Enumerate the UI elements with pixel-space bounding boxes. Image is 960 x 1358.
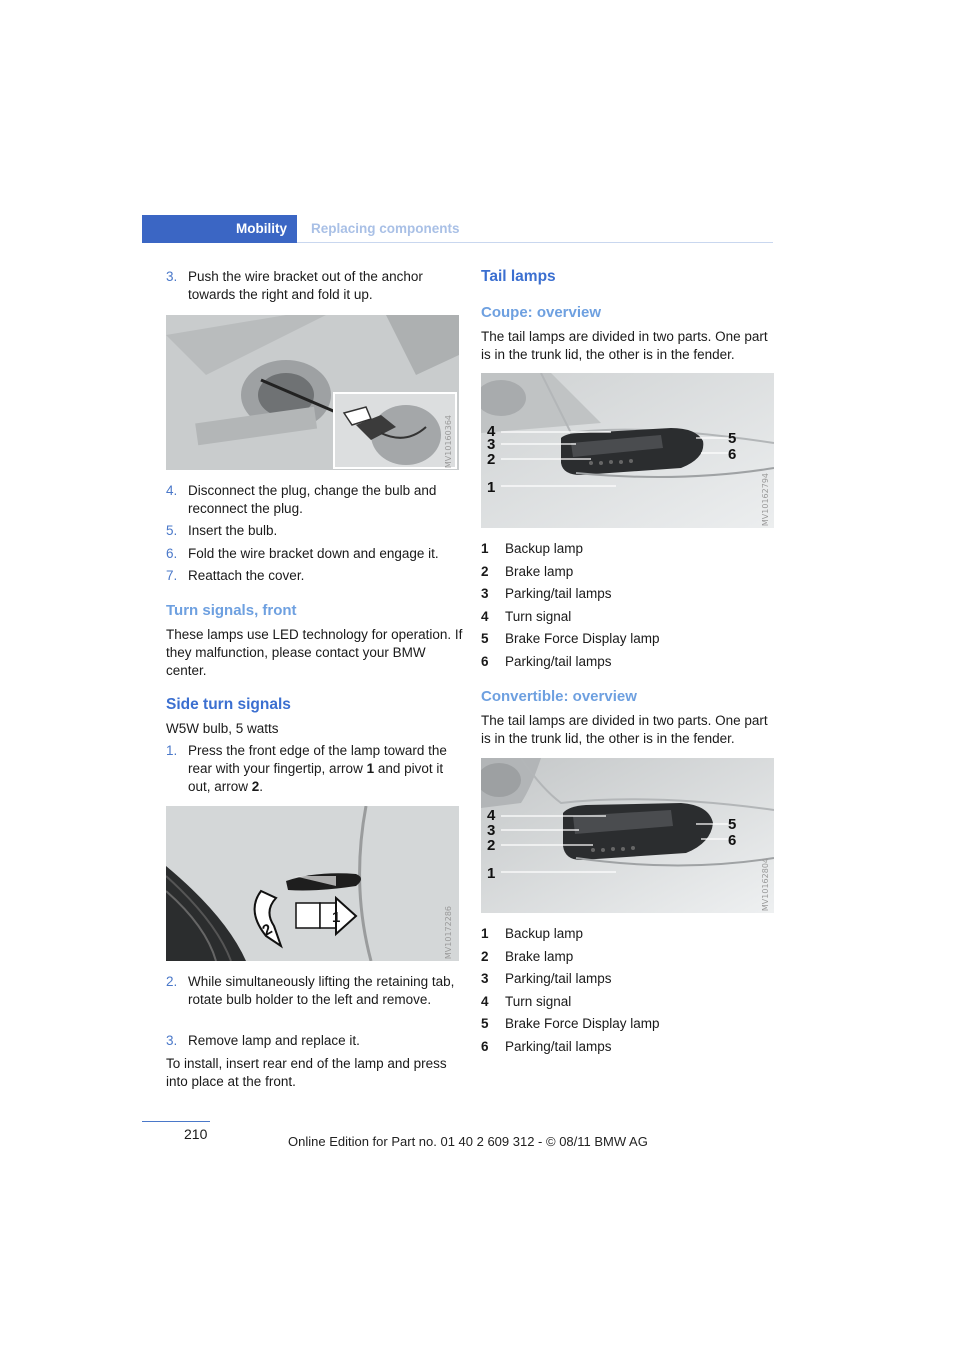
bracket-photo [166, 315, 459, 470]
heading-tail-lamps: Tail lamps [481, 268, 556, 285]
turn-signals-front-body: These lamps use LED technology for operation. If they malfunction, please contact your BMW center. [166, 627, 463, 678]
coupe-legend-6: 6 Parking/tail lamps [481, 654, 612, 669]
convertible-body: The tail lamps are divided in two parts. One part is in the trunk lid, the other is in the fender. [481, 713, 768, 746]
conv-legend-2: 2 Brake lamp [481, 949, 574, 964]
image-code: MV10160364 [444, 415, 453, 469]
coupe-legend-3: 3 Parking/tail lamps [481, 586, 612, 601]
chapter-tab: Mobility [142, 215, 297, 243]
conv-callout-4: 4 [487, 807, 496, 824]
image-code: MV10162804 [761, 858, 770, 912]
header-rule [297, 242, 773, 243]
conv-legend-6: 6 Parking/tail lamps [481, 1039, 612, 1054]
side-callout-1: 1 [332, 909, 341, 926]
coupe-callout-6: 6 [728, 446, 737, 463]
convertible-tail-lamp-photo [481, 758, 774, 913]
coupe-legend-5: 5 Brake Force Display lamp [481, 631, 660, 646]
step-7: 7. Reattach the cover. [166, 568, 305, 583]
conv-callout-5: 5 [728, 816, 737, 833]
coupe-legend-2: 2 Brake lamp [481, 564, 574, 579]
page-number: 210 [184, 1126, 208, 1142]
side-step-1: 1. Press the front edge of the lamp toward the rear with your fingertip, arrow 1 and pivot it out, arrow 2. [166, 743, 447, 794]
conv-legend-4: 4 Turn signal [481, 994, 572, 1009]
page-number-rule [142, 1121, 210, 1122]
side-signal-illustration [166, 806, 459, 961]
step-5: 5. Insert the bulb. [166, 523, 278, 538]
side-callout-2: 2 [259, 920, 276, 940]
conv-legend-5: 5 Brake Force Display lamp [481, 1016, 660, 1031]
conv-legend-1: 1 Backup lamp [481, 926, 584, 941]
coupe-tail-lamp-photo [481, 373, 774, 528]
coupe-callout-4: 4 [487, 423, 496, 440]
coupe-callout-2: 2 [487, 451, 496, 468]
coupe-callout-1: 1 [487, 479, 496, 496]
coupe-callout-3: 3 [487, 436, 496, 453]
coupe-legend-1: 1 Backup lamp [481, 541, 584, 556]
bracket-illustration [166, 315, 459, 470]
side-signal-photo [166, 806, 459, 961]
side-step-3: 3. Remove lamp and replace it. [166, 1033, 360, 1048]
heading-side-turn-signals: Side turn signals [166, 696, 291, 713]
image-code: MV10172286 [444, 906, 453, 960]
step-4: 4. Disconnect the plug, change the bulb and reconnect the plug. [166, 483, 437, 516]
heading-turn-signals-front: Turn signals, front [166, 602, 297, 619]
coupe-illustration [481, 373, 774, 528]
coupe-body: The tail lamps are divided in two parts. One part is in the trunk lid, the other is in the fender. [481, 329, 768, 362]
heading-coupe-overview: Coupe: overview [481, 304, 602, 321]
image-code: MV10162794 [761, 473, 770, 527]
conv-callout-1: 1 [487, 865, 496, 882]
install-note: To install, insert rear end of the lamp and press into place at the front. [166, 1056, 447, 1089]
coupe-callout-5: 5 [728, 430, 737, 447]
side-bulb-spec: W5W bulb, 5 watts [166, 721, 279, 736]
section-title: Replacing components [311, 221, 460, 236]
step-6: 6. Fold the wire bracket down and engage it. [166, 546, 439, 561]
side-step-2: 2. While simultaneously lifting the retaining tab, rotate bulb holder to the left and remove. [166, 974, 455, 1007]
conv-callout-6: 6 [728, 832, 737, 849]
heading-convertible-overview: Convertible: overview [481, 688, 637, 705]
convertible-illustration [481, 758, 774, 913]
coupe-legend-4: 4 Turn signal [481, 609, 572, 624]
footer-edition: Online Edition for Part no. 01 40 2 609 312 - © 08/11 BMW AG [288, 1134, 648, 1149]
conv-legend-3: 3 Parking/tail lamps [481, 971, 612, 986]
conv-callout-3: 3 [487, 822, 496, 839]
conv-callout-2: 2 [487, 837, 496, 854]
